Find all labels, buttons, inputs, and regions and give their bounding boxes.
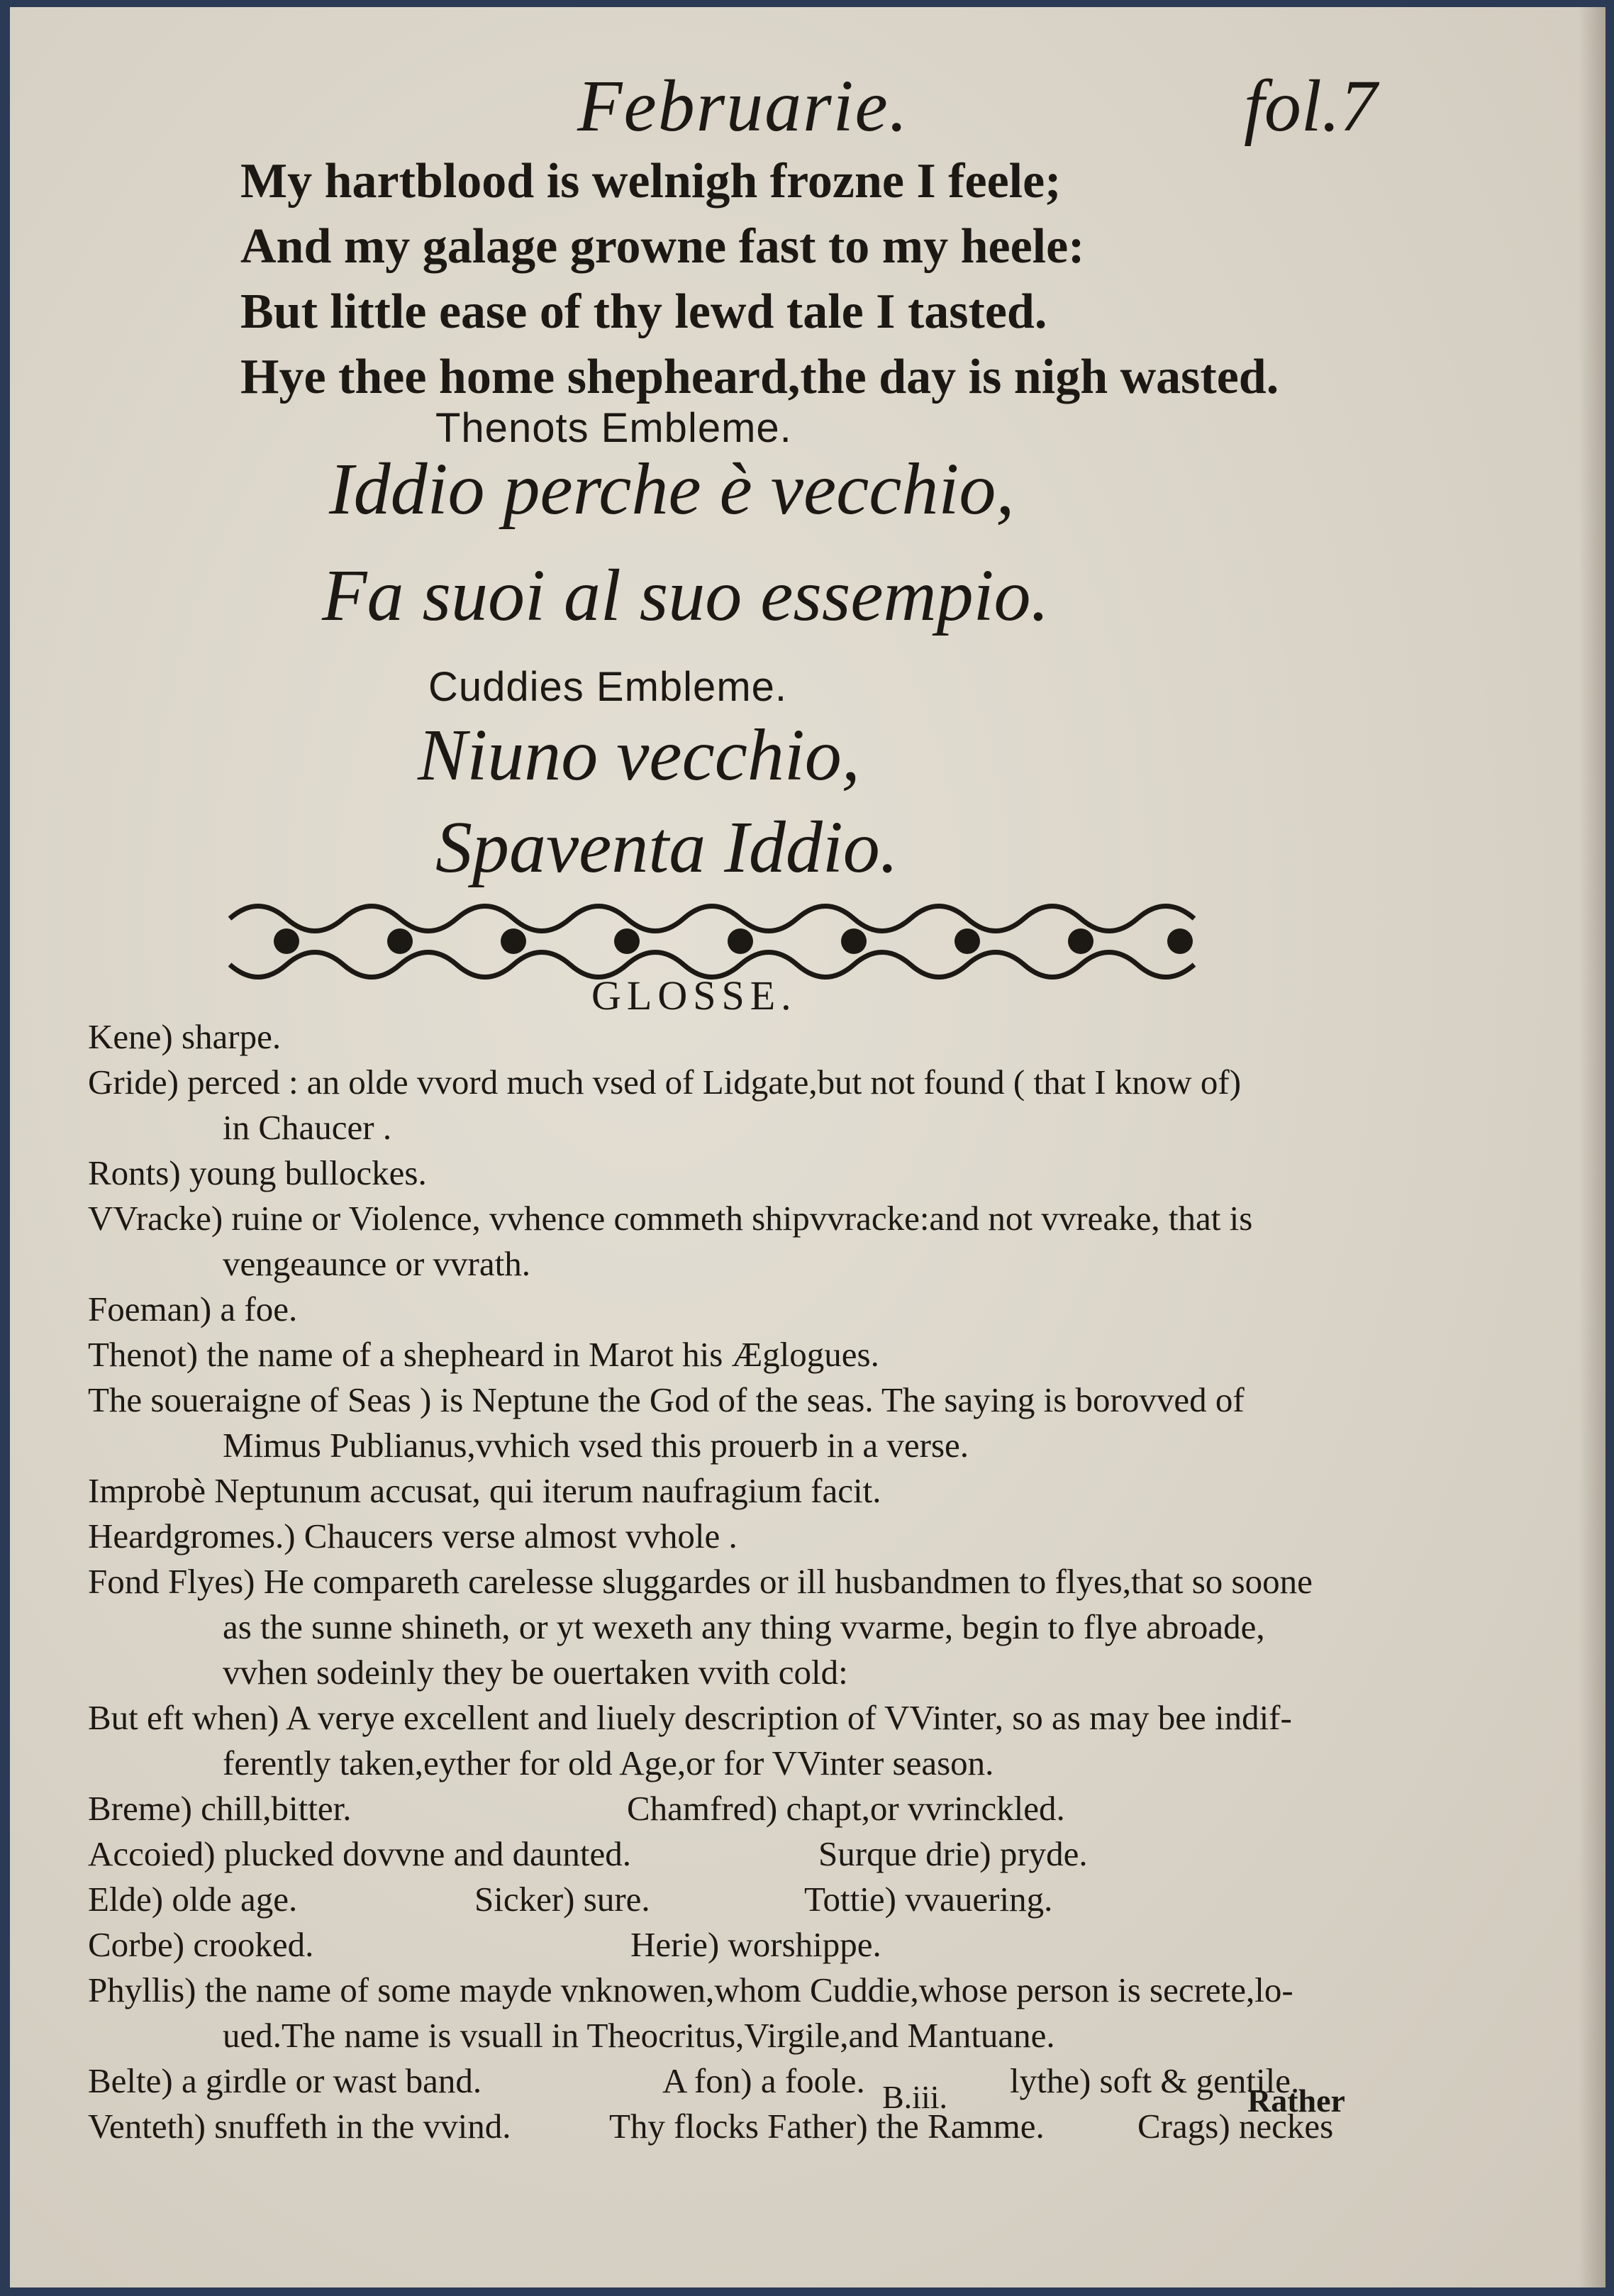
gloss-entry: Herie) worshippe. — [630, 1925, 881, 1964]
book-page — [10, 7, 1605, 2287]
gloss-entry: Fond Flyes) He compareth carelesse sluggardes or ill husbandmen to flyes,that so soone — [88, 1562, 1313, 1601]
gloss-entry: Heardgromes.) Chaucers verse almost vvhole . — [88, 1516, 738, 1555]
gloss-entry: ued.The name is vsuall in Theocritus,Virgile,and Mantuane. — [223, 2016, 1055, 2055]
gloss-pair-row — [88, 2058, 1379, 2104]
gloss-entry: Gride) perced : an olde vvord much vsed of Lidgate,but not found ( that I know of) — [88, 1063, 1242, 1102]
gloss-entry: Elde) olde age. — [88, 1880, 298, 1919]
gloss-entry: VVracke) ruine or Violence, vvhence commeth shipvvracke:and not vvreake, that is — [88, 1199, 1253, 1238]
thenot-emblem-title: Thenots Embleme. — [435, 405, 792, 451]
gloss-entry: Phyllis) the name of some mayde vnknowen,whom Cuddie,whose person is secrete,lo- — [88, 1970, 1293, 2009]
glosse-heading: GLOSSE. — [591, 972, 797, 1019]
catchword: Rather — [1247, 2083, 1345, 2119]
gloss-entry: Crags) neckes — [1137, 2107, 1334, 2146]
gloss-entry: as the sunne shineth, or yt wexeth any thing vvarme, begin to flye abroade, — [223, 1607, 1265, 1646]
page-edge-shadow — [1579, 7, 1605, 2287]
folio-number: fol.7 — [1244, 65, 1377, 147]
gloss-entry: ferently taken,eyther for old Age,or for VVinter season. — [223, 1743, 994, 1782]
gloss-entry: Chamfred) chapt,or vvrinckled. — [627, 1789, 1065, 1828]
gloss-entry: Tottie) vvauering. — [804, 1880, 1053, 1919]
thenot-emblem-line: Iddio perche è vecchio, — [329, 448, 1015, 530]
signature-mark: B.iii. — [882, 2079, 948, 2115]
gloss-entry: The soueraigne of Seas ) is Neptune the God of the seas. The saying is borovved of — [88, 1380, 1245, 1419]
gloss-entry: Breme) chill,bitter. — [88, 1789, 352, 1828]
gloss-pair-row — [88, 1831, 1379, 1877]
verse-line: And my galage growne fast to my heele: — [240, 219, 1085, 274]
cuddie-emblem-title: Cuddies Embleme. — [428, 664, 787, 710]
gloss-entry: A fon) a foole. — [662, 2061, 865, 2100]
cuddie-emblem-line: Spaventa Iddio. — [435, 806, 898, 888]
cuddie-emblem-line: Niuno vecchio, — [418, 714, 860, 796]
gloss-pair-row — [88, 1786, 1379, 1831]
gloss-entry: lythe) soft & gentile. — [1010, 2061, 1300, 2100]
gloss-entry: Improbè Neptunum accusat, qui iterum naufragium facit. — [88, 1471, 881, 1510]
gloss-entry: Corbe) crooked. — [88, 1925, 314, 1964]
gloss-entry: vvhen sodeinly they be ouertaken vvith cold: — [223, 1653, 848, 1692]
gloss-entry: Surque drie) pryde. — [818, 1834, 1088, 1873]
glosse-body — [88, 1014, 1379, 2149]
gloss-entry: Mimus Publianus,vvhich vsed this prouerb in a verse. — [223, 1426, 969, 1465]
gloss-pair-row — [88, 1877, 1379, 1922]
gloss-entry: Accoied) plucked dovvne and daunted. — [88, 1834, 632, 1873]
verse-stanza — [240, 149, 1279, 410]
verse-line: My hartblood is welnigh frozne I feele; — [240, 154, 1062, 209]
gloss-pair-row — [88, 1922, 1379, 1968]
gloss-entry: But eft when) A verye excellent and liuely description of VVinter, so as may bee indif- — [88, 1698, 1292, 1737]
verse-line: But little ease of thy lewd tale I tasted. — [240, 284, 1047, 339]
gloss-entry: Foeman) a foe. — [88, 1290, 298, 1329]
gloss-entry: Thenot) the name of a shepheard in Marot his Æglogues. — [88, 1335, 879, 1374]
running-head: Februarie. — [577, 65, 909, 147]
gloss-entry: Ronts) young bullockes. — [88, 1153, 427, 1192]
gloss-entry: Sicker) sure. — [474, 1880, 650, 1919]
gloss-entry: Venteth) snuffeth in the vvind. — [88, 2107, 511, 2146]
gloss-entry: Kene) sharpe. — [88, 1017, 282, 1056]
thenot-emblem-line: Fa suoi al suo essempio. — [322, 555, 1050, 636]
gloss-entry: in Chaucer . — [223, 1108, 392, 1147]
gloss-entry: Thy flocks Father) the Ramme. — [609, 2107, 1045, 2146]
gloss-pair-row — [88, 2104, 1379, 2149]
gloss-entry: Belte) a girdle or wast band. — [88, 2061, 482, 2100]
verse-line: Hye thee home shepheard,the day is nigh wasted. — [240, 350, 1279, 404]
gloss-entry: vengeaunce or vvrath. — [223, 1244, 530, 1283]
